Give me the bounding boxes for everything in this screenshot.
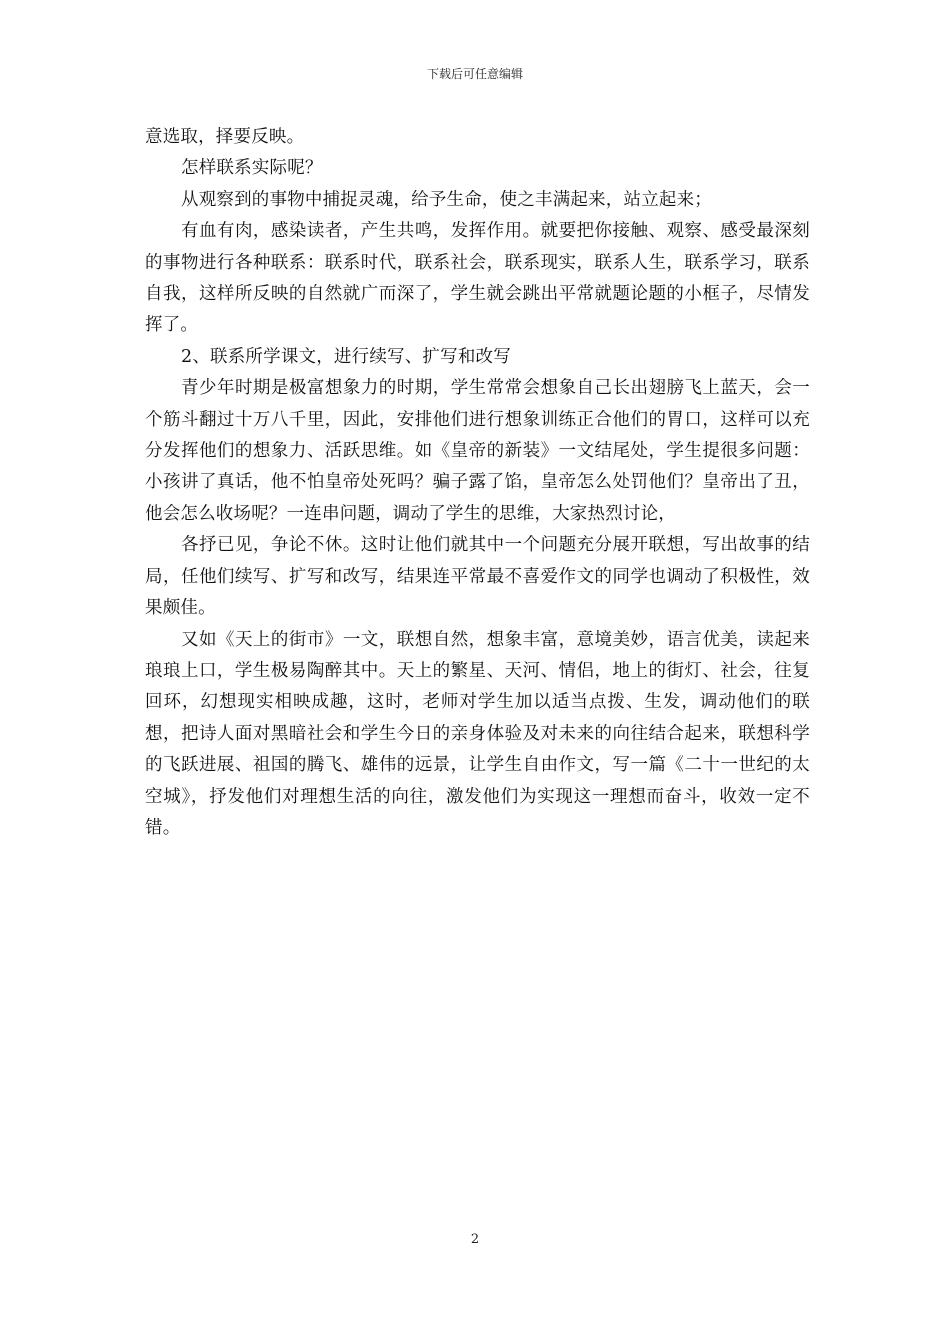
paragraph: 意选取，择要反映。 bbox=[145, 127, 305, 147]
paragraph: 怎样联系实际呢？ bbox=[181, 158, 323, 179]
paragraph: 有血有肉，感染读者，产生共鸣，发挥作用。就要把你接触、观察、感受最深刻的事物进行各种联系：联系时代，联系社会，联系现实，联系人生，联系学习，联系自我，这样所反映的自然就广而深了，学生就会跳出平常就题论题的小框子，尽情发挥了。 bbox=[145, 221, 810, 336]
paragraph: 各抒已见，争论不休。这时让他们就其中一个问题充分展开联想，写出故事的结局，任他们续写、扩写和改写，结果连平常最不喜爱作文的同学也调动了积极性，效果颇佳。 bbox=[145, 535, 810, 619]
paragraph: 从观察到的事物中捕捉灵魂，给予生命，使之丰满起来，站立起来； bbox=[181, 189, 712, 210]
paragraph: 又如《天上的街市》一文，联想自然，想象丰富，意境美妙，语言优美，读起来琅琅上口，学生极易陶醉其中。天上的繁星、天河、情侣，地上的街灯、社会，往复回环，幻想现实相映成趣，这时，老师对学生加以适当点拨、生发，调动他们的联想，把诗人面对黑暗社会和学生今日的亲身体验及对未来的向往结合起来，联想科学的飞跃进展、祖国的腾飞、雄伟的远景，让学生自由作文，写一篇《二十一世纪的太空城》，抒发他们对理想生活的向往，激发他们为实现这一理想而奋斗，收效一定不错。 bbox=[145, 629, 810, 838]
page-header: 下载后可任意编辑 bbox=[426, 67, 523, 81]
paragraph: 青少年时期是极富想象力的时期，学生常常会想象自己长出翅膀飞上蓝天，会一个筋斗翻过十万八千里，因此，安排他们进行想象训练正合他们的胃口，这样可以充分发挥他们的想象力、活跃思维。如《皇帝的新装》一文结尾处，学生提很多问题：小孩讲了真话，他不怕皇帝处死吗？骗子露了馅，皇帝怎么处罚他们？皇帝出了丑，他会怎么收场呢？一连串问题，调动了学生的思维，大家热烈讨论， bbox=[145, 378, 810, 524]
page-number: 2 bbox=[470, 1232, 480, 1247]
section-heading: 2、联系所学课文，进行续写、扩写和改写 bbox=[181, 346, 511, 367]
body-text bbox=[145, 122, 810, 844]
